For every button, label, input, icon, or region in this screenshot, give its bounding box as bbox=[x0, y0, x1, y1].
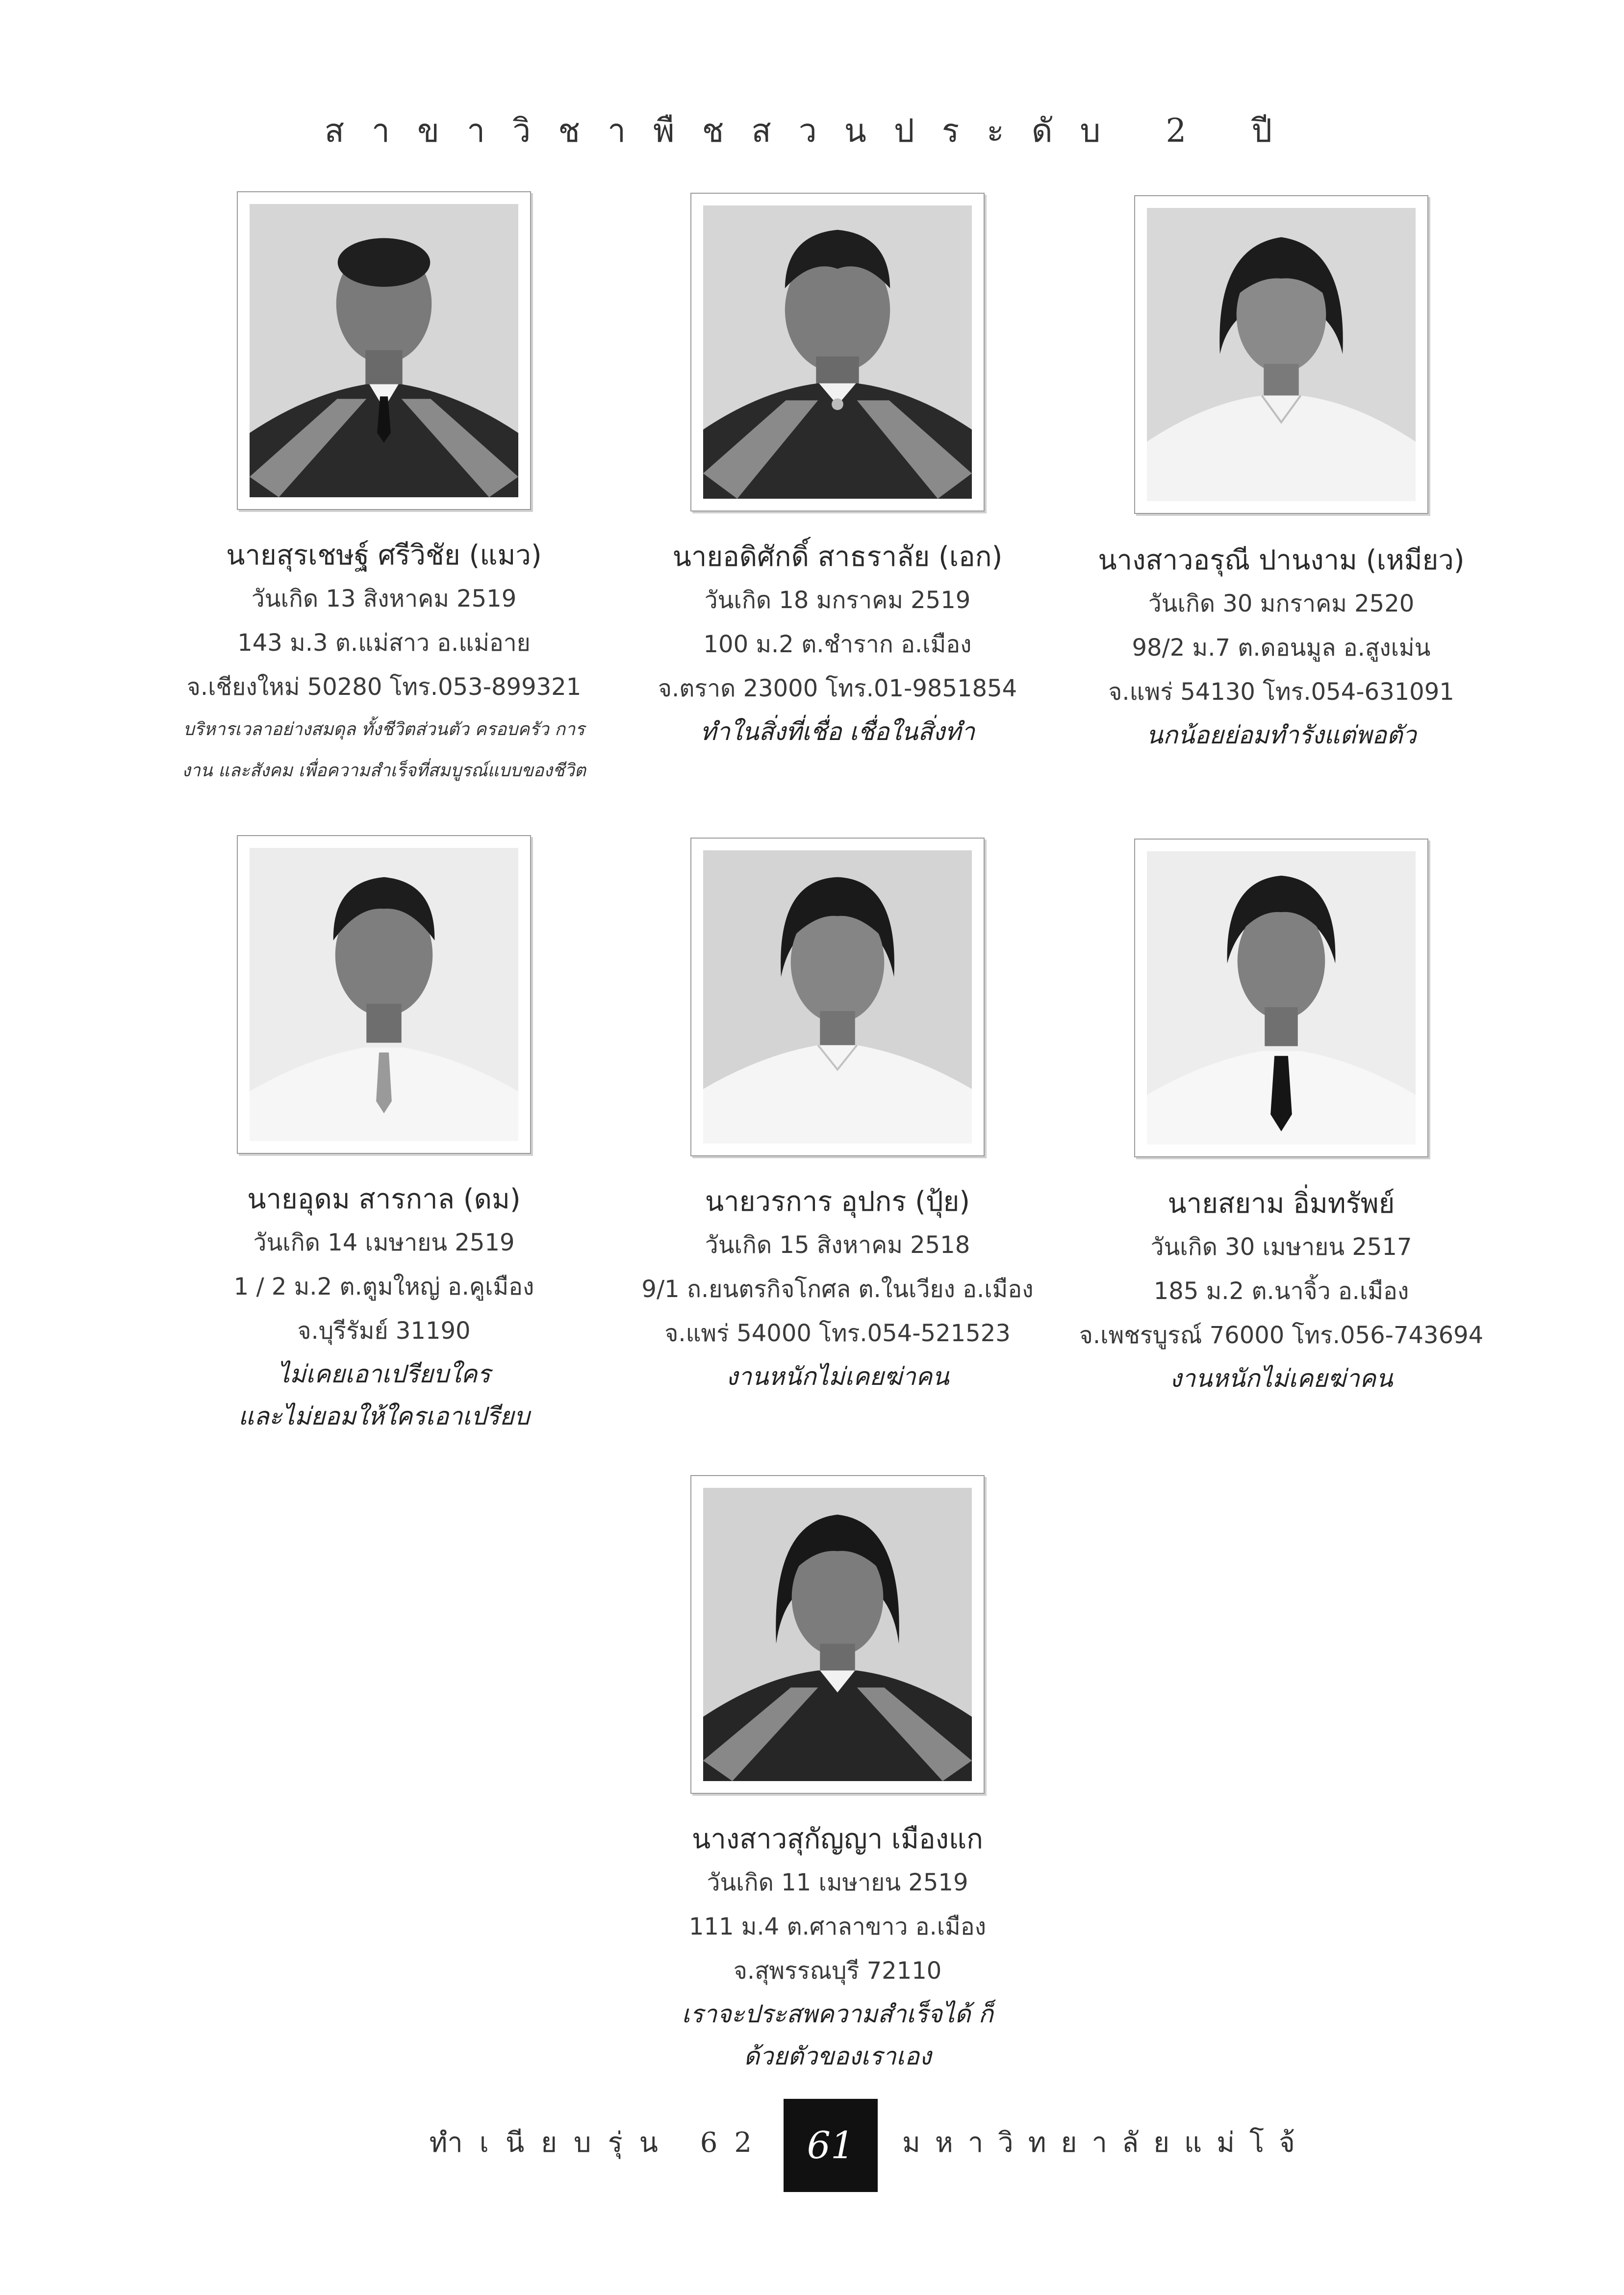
student-name: นายอุดม สารกาล (ดม) bbox=[247, 1183, 521, 1215]
student-motto: งานหนักไม่เคยฆ่าคน bbox=[726, 1362, 949, 1391]
student-birthdate: วันเกิด 14 เมษายน 2519 bbox=[253, 1229, 515, 1256]
student-birthdate: วันเกิด 18 มกราคม 2519 bbox=[704, 586, 971, 614]
student-motto: ไม่เคยเอาเปรียบใคร bbox=[277, 1360, 491, 1388]
student-name: นางสาวอรุณี ปานงาม (เหมียว) bbox=[1098, 544, 1465, 576]
portrait-graduate-icon bbox=[703, 205, 972, 499]
student-province-phone: จ.เพชรบูรณ์ 76000 โทร.056-743694 bbox=[1079, 1322, 1484, 1349]
portrait-student-icon bbox=[250, 848, 518, 1141]
student-address: 143 ม.3 ต.แม่สาว อ.แม่อาย bbox=[237, 629, 531, 657]
student-birthdate: วันเกิด 30 เมษายน 2517 bbox=[1150, 1233, 1412, 1261]
page-title: สาขาวิชาพืชสวนประดับ 2 ปี bbox=[324, 112, 1300, 150]
student-photo bbox=[237, 835, 531, 1154]
student-name: นายวรการ อุปกร (ปุ้ย) bbox=[705, 1186, 970, 1218]
student-province-phone: จ.แพร่ 54130 โทร.054-631091 bbox=[1108, 678, 1454, 706]
student-photo bbox=[690, 838, 985, 1156]
portrait-student-icon bbox=[1147, 851, 1416, 1145]
student-photo bbox=[1134, 195, 1428, 514]
student-province-phone: จ.สุพรรณบุรี 72110 bbox=[733, 1957, 942, 1985]
student-birthdate: วันเกิด 30 มกราคม 2520 bbox=[1148, 590, 1415, 617]
student-birthdate: วันเกิด 13 สิงหาคม 2519 bbox=[251, 585, 517, 612]
page-number: 61 bbox=[784, 2099, 878, 2192]
student-address: 1 / 2 ม.2 ต.ตูมใหญ่ อ.คูเมือง bbox=[233, 1273, 534, 1300]
student-birthdate: วันเกิด 15 สิงหาคม 2518 bbox=[705, 1231, 970, 1259]
student-name: นายสุรเชษฐ์ ศรีวิชัย (แมว) bbox=[226, 539, 542, 571]
student-name: นายอดิศักดิ์ สาธราลัย (เอก) bbox=[672, 541, 1003, 573]
student-motto: ทำในสิ่งที่เชื่อ เชื่อในสิ่งทำ bbox=[700, 717, 975, 746]
student-address: 185 ม.2 ต.นาจิ้ว อ.เมือง bbox=[1153, 1277, 1409, 1305]
student-motto: เราจะประสพความสำเร็จได้ ก็ bbox=[682, 2000, 993, 2028]
student-motto: บริหารเวลาอย่างสมดุล ทั้งชีวิตส่วนตัว ครอบครัว การ bbox=[183, 719, 585, 740]
footer-yearbook-label: ทำเนียบรุ่น 62 bbox=[429, 2127, 768, 2159]
student-photo bbox=[237, 191, 531, 510]
student-photo bbox=[1134, 839, 1428, 1157]
student-province-phone: จ.บุรีรัมย์ 31190 bbox=[297, 1317, 471, 1345]
student-address: 111 ม.4 ต.ศาลาขาว อ.เมือง bbox=[688, 1913, 987, 1940]
student-motto: นกน้อยย่อมทำรังแต่พอตัว bbox=[1146, 721, 1417, 749]
student-birthdate: วันเกิด 11 เมษายน 2519 bbox=[707, 1869, 968, 1896]
student-province-phone: จ.เชียงใหม่ 50280 โทร.053-899321 bbox=[186, 673, 582, 701]
student-photo bbox=[690, 1475, 985, 1794]
student-motto-cont: งาน และสังคม เพื่อความสำเร็จที่สมบูรณ์แบบของชีวิต bbox=[182, 761, 586, 781]
student-province-phone: จ.แพร่ 54000 โทร.054-521523 bbox=[664, 1320, 1011, 1347]
portrait-female-icon bbox=[1147, 208, 1416, 501]
student-address: 100 ม.2 ต.ชำราก อ.เมือง bbox=[703, 631, 972, 658]
student-motto-cont: และไม่ยอมให้ใครเอาเปรียบ bbox=[238, 1402, 530, 1430]
student-name: นายสยาม อิ่มทรัพย์ bbox=[1167, 1188, 1395, 1220]
student-motto: งานหนักไม่เคยฆ่าคน bbox=[1169, 1364, 1393, 1393]
portrait-graduate-icon bbox=[703, 1488, 972, 1781]
portrait-graduate-icon bbox=[250, 204, 518, 497]
footer-university-label: มหาวิทยาลัยแม่โจ้ bbox=[902, 2127, 1310, 2159]
portrait-student-icon bbox=[703, 850, 972, 1144]
student-name: นางสาวสุกัญญา เมืองแก bbox=[692, 1823, 983, 1855]
student-address: 9/1 ถ.ยนตรกิจโกศล ต.ในเวียง อ.เมือง bbox=[641, 1275, 1034, 1303]
student-province-phone: จ.ตราด 23000 โทร.01-9851854 bbox=[658, 675, 1017, 702]
student-photo bbox=[690, 193, 985, 511]
student-motto-cont: ด้วยตัวของเราเอง bbox=[743, 2042, 932, 2070]
page-footer bbox=[0, 2099, 1624, 2192]
student-address: 98/2 ม.7 ต.ดอนมูล อ.สูงเม่น bbox=[1132, 634, 1431, 662]
